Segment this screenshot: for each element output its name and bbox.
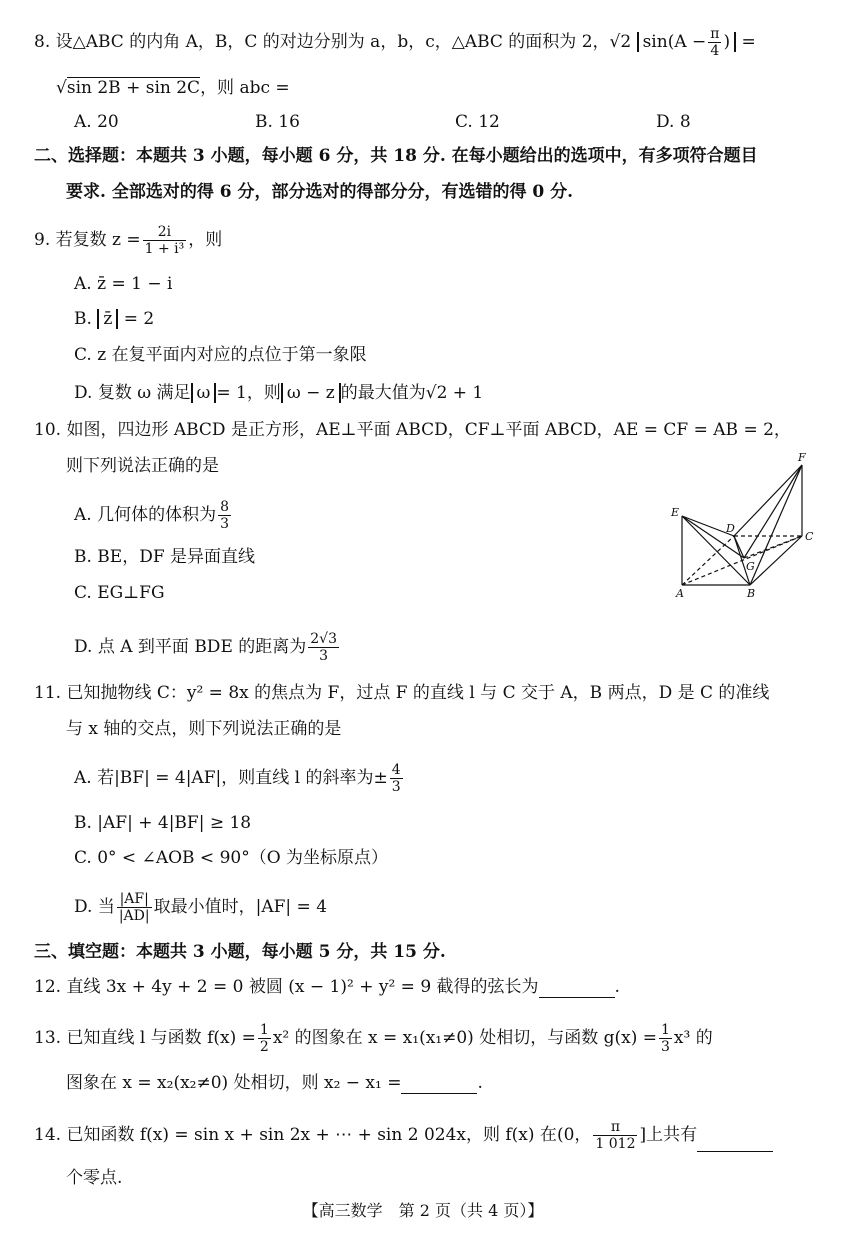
q14-line1: 14. 已知函数 f(x) = sin x + sin 2x + ⋯ + sin 2 024x，则 f(x) 在(0， $\frac{\pi}{1 012}$ ]上共有 bbox=[34, 1119, 773, 1152]
edge-DF bbox=[734, 465, 802, 536]
label-A: A bbox=[676, 587, 684, 600]
q12-answer-blank[interactable] bbox=[539, 979, 615, 998]
q9-option-d: D. 复数 ω 满足 ω = 1，则 ω − z 的最大值为√2 + 1 bbox=[74, 383, 484, 403]
q11-line1: 11. 已知抛物线 C：y² = 8x 的焦点为 F，过点 F 的直线 l 与 C 交于 A，B 两点，D 是 C 的准线 bbox=[34, 683, 770, 703]
q11-option-d: D. 当 $\frac{|AF|}{|AD|}$ 取最小值时，|AF| = 4 bbox=[74, 891, 328, 924]
edge-GC bbox=[744, 536, 802, 558]
q11-option-c: C. 0° < ∠AOB < 90°（O 为坐标原点） bbox=[74, 848, 389, 868]
q13-answer-blank[interactable] bbox=[401, 1075, 477, 1094]
q13-line1: 13. 已知直线 l 与函数 f(x) = $\frac{1}{2}$ x² 的图象在 x = x₁(x₁≠0) 处相切，与函数 g(x) = $\frac{1}{3}$ x³ 的 bbox=[34, 1022, 713, 1055]
page-footer: 【高三数学 第 2 页（共 4 页）】 bbox=[302, 1201, 544, 1220]
q9-option-a: A. z̄ = 1 − i bbox=[74, 274, 173, 294]
q8-line1: 8. 设△ABC 的内角 A，B，C 的对边分别为 a，b，c，△ABC 的面积为 2，√2 sin(A − $\frac{\pi}{4}$ ) = bbox=[34, 26, 756, 59]
q14-line2: 个零点. bbox=[66, 1168, 123, 1188]
q9-option-b: B. z̄ = 2 bbox=[74, 309, 155, 329]
label-G: G bbox=[746, 560, 755, 573]
label-F: F bbox=[798, 451, 806, 464]
edge-BF bbox=[750, 465, 802, 585]
q10-option-d: D. 点 A 到平面 BDE 的距离为 $\frac{2√3}{3}$ bbox=[74, 631, 338, 664]
q9-stem: 9. 若复数 z = $\frac{2i}{\text{1 + i³}}$ ，则 bbox=[34, 224, 223, 257]
q8-option-b: B. 16 bbox=[255, 112, 300, 132]
q10-line2: 则下列说法正确的是 bbox=[66, 456, 219, 476]
q14-answer-blank[interactable] bbox=[697, 1133, 773, 1152]
q8-line2: √sin 2B + sin 2C，则 abc = bbox=[56, 78, 290, 98]
q8-option-d: D. 8 bbox=[656, 112, 691, 132]
q9-option-c: C. z 在复平面内对应的点位于第一象限 bbox=[74, 345, 367, 365]
label-C: C bbox=[805, 530, 814, 543]
edge-BC bbox=[750, 536, 802, 585]
q11-option-a: A. 若|BF| = 4|AF|，则直线 l 的斜率为± $\frac{4}{3}$ bbox=[74, 762, 401, 795]
section2-line1: 二、选择题：本题共 3 小题，每小题 6 分，共 18 分. 在每小题给出的选项中，有多项符合题目 bbox=[34, 146, 758, 166]
label-D: D bbox=[726, 522, 735, 535]
q10-line1: 10. 如图，四边形 ABCD 是正方形，AE⊥平面 ABCD，CF⊥平面 ABCD，AE = CF = AB = 2， bbox=[34, 420, 791, 440]
q10-option-c: C. EG⊥FG bbox=[74, 583, 165, 603]
q10-option-a: A. 几何体的体积为 $\frac{8}{3}$ bbox=[74, 499, 230, 532]
q8-option-a: A. 20 bbox=[74, 112, 119, 132]
q12: 12. 直线 3x + 4y + 2 = 0 被圆 (x − 1)² + y² = 9 截得的弦长为 . bbox=[34, 977, 620, 997]
q8-abs: sin(A − $\frac{\pi}{4}$ ) bbox=[637, 32, 737, 52]
q8-option-c: C. 12 bbox=[455, 112, 500, 132]
q10-geometry-figure bbox=[662, 450, 822, 600]
q13-line2: 图象在 x = x₂(x₂≠0) 处相切，则 x₂ − x₁ = . bbox=[66, 1073, 483, 1093]
q11-option-b: B. |AF| + 4|BF| ≥ 18 bbox=[74, 813, 252, 833]
q11-line2: 与 x 轴的交点，则下列说法正确的是 bbox=[66, 719, 342, 739]
label-E: E bbox=[671, 506, 680, 519]
section3-title: 三、填空题：本题共 3 小题，每小题 5 分，共 15 分. bbox=[34, 942, 446, 962]
q10-option-b: B. BE，DF 是异面直线 bbox=[74, 547, 256, 567]
section2-line2: 要求. 全部选对的得 6 分，部分选对的得部分分，有选错的得 0 分. bbox=[66, 182, 574, 202]
label-B: B bbox=[747, 587, 756, 600]
